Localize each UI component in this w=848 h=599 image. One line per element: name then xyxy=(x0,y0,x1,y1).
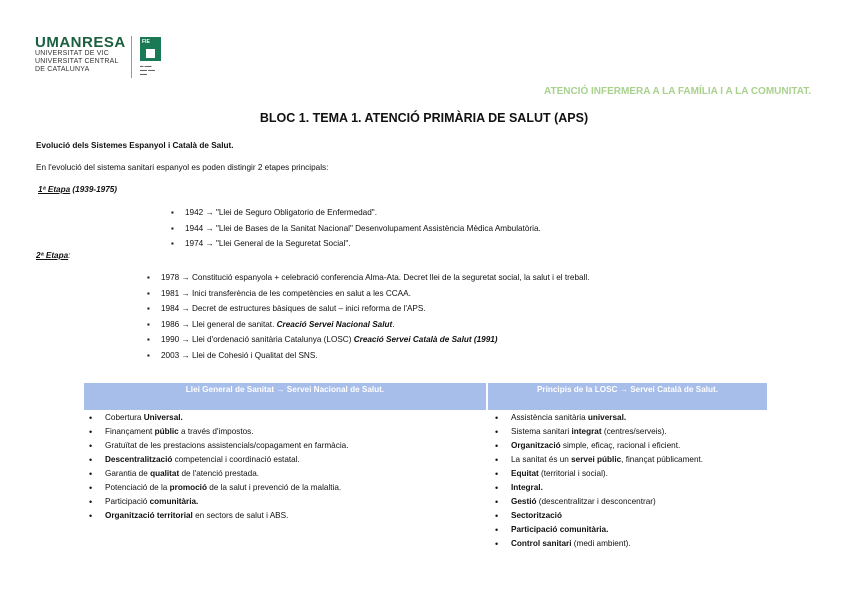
section-heading: Evolució dels Sistemes Espanyol i Català de Salut. xyxy=(36,141,234,150)
list-item: • Integral. xyxy=(511,481,703,495)
list-item: • Garantia de qualitat de l'atenció prestada. xyxy=(105,467,348,481)
list-item: • Potenciació de la promoció de la salut i prevenció de la malaltia. xyxy=(105,481,348,495)
timeline-item: ▪ 1974 → "Llei General de la Seguretat Social". xyxy=(185,236,541,252)
timeline-item: ▪ 1986 → Llei general de sanitat. Creació Servei Nacional Salut. xyxy=(161,317,589,333)
stage1-list xyxy=(185,205,541,252)
list-item: • Cobertura Universal. xyxy=(105,411,348,425)
lgs-principles-list xyxy=(105,411,348,523)
list-item: • Sectorització xyxy=(511,509,703,523)
logo-line-3: DE CATALUNYA xyxy=(35,66,90,73)
list-item: • Finançament públic a través d'impostos. xyxy=(105,425,348,439)
course-header: ATENCIÓ INFERMERA A LA FAMÍLIA I A LA COMUNITAT. xyxy=(543,86,811,97)
stage2-heading: 2ª Etapa: xyxy=(36,251,71,260)
stage2-list xyxy=(161,270,589,363)
timeline-item: ▪ 1978 → Constitució espanyola + celebració conferencia Alma-Ata. Decret llei de la seguretat social, la salut i el treball. xyxy=(161,270,589,286)
list-item: • Gratuïtat de les prestacions assistencials/copagament en farmàcia. xyxy=(105,439,348,453)
logo-divider xyxy=(131,36,132,78)
logo-line-2: UNIVERSITAT CENTRAL xyxy=(35,58,119,65)
list-item: • Equitat (territorial i social). xyxy=(511,467,703,481)
timeline-item: ▪ 2003 → Llei de Cohesió i Qualitat del SNS. xyxy=(161,348,589,364)
list-item: • Organització territorial en sectors de salut i ABS. xyxy=(105,509,348,523)
list-item: • Descentralització competencial i coordinació estatal. xyxy=(105,453,348,467)
intro-paragraph: En l'evolució del sistema sanitari espanyol es poden distingir 2 etapes principals: xyxy=(36,163,329,172)
fie-logo-subtext: ▬ ▬▬ ▬▬ ▬▬ ▬▬ xyxy=(140,64,155,76)
umanresa-logo xyxy=(35,36,126,74)
timeline-item: ▪ 1984 → Decret de estructures bàsiques de salut – inici reforma de l'APS. xyxy=(161,301,589,317)
list-item: • Assistència sanitària universal. xyxy=(511,411,703,425)
list-item: • Organització simple, eficaç, racional i eficient. xyxy=(511,439,703,453)
list-item: • La sanitat és un servei públic, finançat públicament. xyxy=(511,453,703,467)
table-header-right: Principis de la LOSC → Servei Català de Salut. xyxy=(488,383,767,410)
timeline-item: ▪ 1942 → "Llei de Seguro Obligatorio de Enfermedad". xyxy=(185,205,541,221)
losc-principles-list xyxy=(511,411,703,551)
logo-wordmark: UMANRESA xyxy=(35,34,126,51)
fie-logo: FIE xyxy=(140,37,161,61)
list-item: • Participació comunitària. xyxy=(105,495,348,509)
list-item: • Control sanitari (medi ambient). xyxy=(511,537,703,551)
list-item: • Participació comunitària. xyxy=(511,523,703,537)
logo-line-1: UNIVERSITAT DE VIC xyxy=(35,50,109,57)
list-item: • Gestió (descentralitzar i desconcentrar) xyxy=(511,495,703,509)
timeline-item: ▪ 1990 → Llei d'ordenació sanitària Catalunya (LOSC) Creació Servei Català de Salut (1991) xyxy=(161,332,589,348)
document-title: BLOC 1. TEMA 1. ATENCIÓ PRIMÀRIA DE SALUT (APS) xyxy=(259,111,589,125)
list-item: • Sistema sanitari integrat (centres/serveis). xyxy=(511,425,703,439)
table-header-left: Llei General de Sanitat → Servei Nacional de Salut. xyxy=(84,383,486,410)
stage1-heading: 1ª Etapa (1939-1975) xyxy=(38,185,118,194)
timeline-item: ▪ 1944 → "Llei de Bases de la Sanitat Nacional" Desenvolupament Assistència Mèdica Ambulatòria. xyxy=(185,221,541,237)
timeline-item: ▪ 1981 → Inici transferència de les competències en salut a les CCAA. xyxy=(161,286,589,302)
